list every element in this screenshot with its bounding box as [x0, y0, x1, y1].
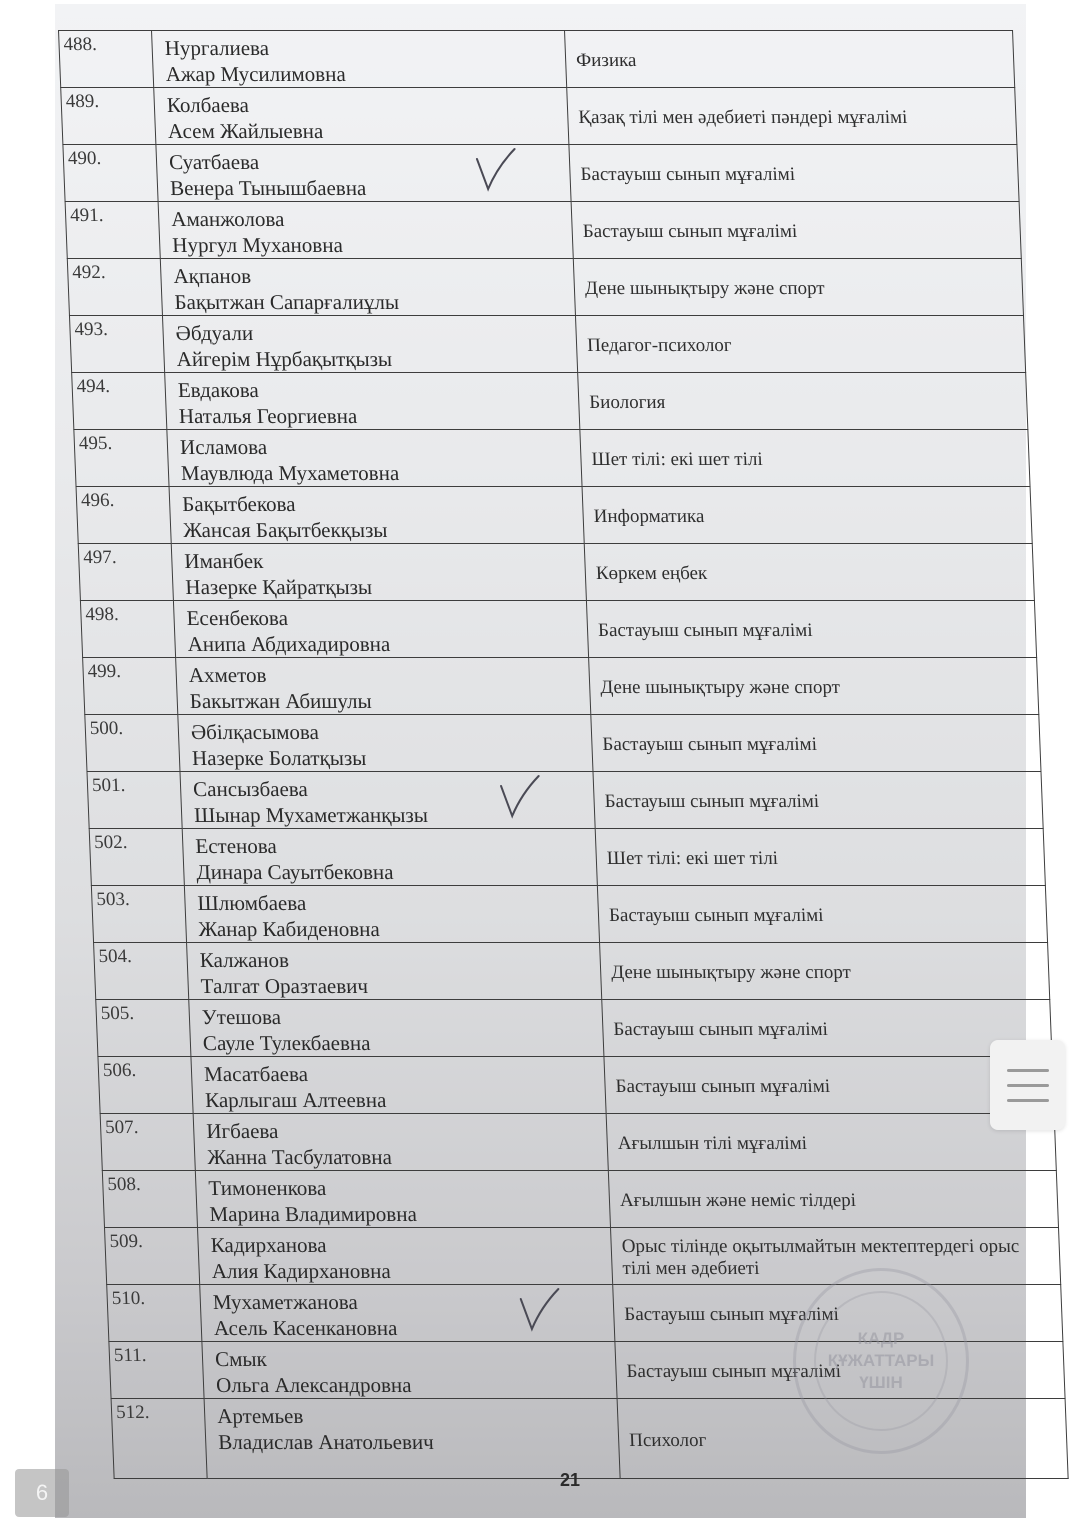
teacher-name-cell	[184, 886, 599, 943]
row-number: 506.	[98, 1057, 193, 1114]
surname: Ахметов	[188, 663, 267, 687]
handwritten-checkmark-icon	[472, 147, 518, 193]
surname: Әбілқасымова	[190, 720, 320, 744]
hamburger-menu-icon-bar	[1007, 1099, 1049, 1102]
subject-cell: Дене шынықтыру және спорт	[600, 943, 1050, 1000]
subject-cell: Қазақ тілі мен әдебиеті пәндері мұғалімі	[567, 88, 1017, 145]
subject-cell: Бастауыш сынып мұғалімі	[591, 715, 1041, 772]
given-name-patronymic: Нургул Мухановна	[171, 233, 344, 257]
subject-cell: Бастауыш сынып мұғалімі	[593, 772, 1043, 829]
teacher-name-cell	[158, 202, 573, 259]
surname: Смык	[214, 1347, 268, 1371]
subject-cell: Ағылшын тілі мұғалімі	[606, 1114, 1056, 1171]
row-number: 504.	[94, 943, 189, 1000]
surname: Колбаева	[166, 93, 250, 117]
table-row	[59, 31, 1015, 88]
hamburger-menu-icon-bar	[1007, 1084, 1049, 1087]
surname: Масатбаева	[203, 1062, 309, 1086]
teacher-name-cell	[202, 1342, 617, 1399]
given-name-patronymic: Динара Сауытбековна	[195, 860, 394, 884]
subject-cell: Бастауыш сынып мұғалімі	[602, 1000, 1052, 1057]
row-number: 488.	[59, 31, 154, 88]
row-number: 509.	[105, 1228, 200, 1285]
given-name-patronymic: Анипа Абдихадировна	[187, 632, 391, 656]
teacher-name-cell	[198, 1228, 613, 1285]
surname: Нургалиева	[164, 36, 270, 60]
given-name-patronymic: Ажар Мусилимовна	[165, 62, 347, 86]
row-number: 494.	[72, 373, 167, 430]
document-page	[58, 30, 1069, 1479]
given-name-patronymic: Жанна Тасбулатовна	[206, 1145, 393, 1169]
row-number: 499.	[83, 658, 178, 715]
row-number: 491.	[65, 202, 160, 259]
subject-cell: Бастауыш сынып мұғалімі	[597, 886, 1047, 943]
row-number: 503.	[91, 886, 186, 943]
subject-cell: Психолог	[617, 1399, 1068, 1479]
surname: Игбаева	[205, 1119, 279, 1143]
teacher-name-cell	[169, 487, 584, 544]
page-number: 21	[560, 1470, 581, 1490]
surname: Иманбек	[183, 549, 264, 573]
row-number: 507.	[100, 1114, 195, 1171]
given-name-patronymic: Назерке Қайратқызы	[184, 575, 373, 599]
table-row	[61, 88, 1017, 145]
table-row	[80, 601, 1036, 658]
subject-cell: Шет тілі: екі шет тілі	[580, 430, 1030, 487]
teacher-name-cell	[193, 1114, 608, 1171]
surname: Исламова	[179, 435, 268, 459]
given-name-patronymic: Асель Касенкановна	[213, 1316, 398, 1340]
subject-cell: Дене шынықтыру және спорт	[573, 259, 1023, 316]
subject-cell: Орыс тілінде оқытылмайтын мектептердегі орыс тілі мен әдебиеті	[611, 1228, 1061, 1285]
surname: Бақытбекова	[181, 492, 296, 516]
stamp-line: КАДР	[857, 1329, 905, 1348]
surname: Суатбаева	[168, 150, 260, 174]
subject-cell: Информатика	[582, 487, 1032, 544]
subject-cell: Бастауыш сынып мұғалімі	[613, 1285, 1063, 1342]
given-name-patronymic: Назерке Болатқызы	[191, 746, 367, 770]
menu-button[interactable]	[990, 1040, 1065, 1130]
official-stamp	[793, 1268, 969, 1454]
subject-cell: Бастауыш сынып мұғалімі	[586, 601, 1036, 658]
given-name-patronymic: Карлыгаш Алтеевна	[204, 1088, 387, 1112]
table-row	[94, 943, 1050, 1000]
surname: Тимоненкова	[208, 1176, 327, 1200]
surname: Шлюмбаева	[197, 891, 307, 915]
row-number: 498.	[80, 601, 175, 658]
given-name-patronymic: Наталья Георгиевна	[178, 404, 358, 428]
table-row	[85, 715, 1041, 772]
given-name-patronymic: Маувлюда Мухаметовна	[180, 461, 400, 485]
teacher-name-cell	[195, 1171, 610, 1228]
table-row	[89, 829, 1045, 886]
table-row	[69, 316, 1025, 373]
row-number: 495.	[74, 430, 169, 487]
table-row	[67, 259, 1023, 316]
teacher-name-cell	[173, 601, 588, 658]
page-indicator-badge[interactable]: 6	[15, 1469, 69, 1517]
subject-cell: Көркем еңбек	[584, 544, 1034, 601]
given-name-patronymic: Жанар Кабиденовна	[198, 917, 381, 941]
teacher-name-cell	[167, 430, 582, 487]
table-row	[98, 1057, 1054, 1114]
teacher-name-cell	[187, 943, 602, 1000]
teacher-name-cell	[204, 1399, 620, 1479]
table-row	[78, 544, 1034, 601]
surname: Мухаметжанова	[212, 1290, 359, 1314]
teacher-name-cell	[180, 772, 595, 829]
row-number: 489.	[61, 88, 156, 145]
subject-cell: Бастауыш сынып мұғалімі	[569, 145, 1019, 202]
stamp-line: ҚҰЖАТТАРЫ	[827, 1351, 935, 1370]
given-name-patronymic: Алия Кадирхановна	[211, 1259, 392, 1283]
handwritten-checkmark-icon	[497, 774, 543, 820]
table-row	[76, 487, 1032, 544]
surname: Аманжолова	[170, 207, 285, 231]
subject-cell: Педагог-психолог	[575, 316, 1025, 373]
subject-cell: Шет тілі: екі шет тілі	[595, 829, 1045, 886]
teacher-name-cell	[178, 715, 593, 772]
subject-cell: Бастауыш сынып мұғалімі	[615, 1342, 1065, 1399]
teacher-name-cell	[162, 316, 577, 373]
row-number: 511.	[109, 1342, 204, 1399]
subject-cell: Физика	[565, 31, 1015, 88]
table-row	[87, 772, 1043, 829]
handwritten-checkmark-icon	[516, 1287, 562, 1333]
table-row	[102, 1171, 1058, 1228]
given-name-patronymic: Айгерім Нұрбақытқызы	[176, 347, 393, 371]
surname: Есенбекова	[186, 606, 289, 630]
teacher-name-cell	[154, 88, 569, 145]
subject-cell: Ағылшын және неміс тілдері	[608, 1171, 1058, 1228]
row-number: 501.	[87, 772, 182, 829]
hamburger-menu-icon	[1007, 1069, 1049, 1072]
surname: Естенова	[194, 834, 278, 858]
teacher-name-cell	[165, 373, 580, 430]
row-number: 508.	[102, 1171, 197, 1228]
surname: Әбдуали	[175, 321, 254, 345]
subject-cell: Биология	[578, 373, 1028, 430]
given-name-patronymic: Сауле Тулекбаевна	[202, 1031, 371, 1055]
given-name-patronymic: Шынар Мухаметжанқызы	[193, 803, 429, 827]
surname: Евдакова	[177, 378, 260, 402]
surname: Кадирханова	[210, 1233, 327, 1257]
teacher-name-cell	[160, 259, 575, 316]
surname: Утешова	[201, 1005, 282, 1029]
row-number: 492.	[67, 259, 162, 316]
row-number: 502.	[89, 829, 184, 886]
subject-cell: Дене шынықтыру және спорт	[589, 658, 1039, 715]
given-name-patronymic: Талгат Оразтаевич	[200, 974, 369, 998]
row-number: 490.	[63, 145, 158, 202]
surname: Калжанов	[199, 948, 290, 972]
subject-cell: Бастауыш сынып мұғалімі	[571, 202, 1021, 259]
teacher-name-cell	[200, 1285, 615, 1342]
stamp-line: ҮШІН	[859, 1373, 903, 1392]
given-name-patronymic: Жансая Бақытбекқызы	[182, 518, 388, 542]
given-name-patronymic: Бакытжан Абишулы	[189, 689, 373, 713]
table-row	[63, 145, 1019, 202]
row-number: 497.	[78, 544, 173, 601]
subject-cell: Бастауыш сынып мұғалімі	[604, 1057, 1054, 1114]
table-row	[74, 430, 1030, 487]
row-number: 512.	[111, 1399, 207, 1479]
given-name-patronymic: Бақытжан Сапарғалиұлы	[173, 290, 400, 314]
row-number: 493.	[69, 316, 164, 373]
roster-body	[59, 31, 1069, 1479]
table-row	[72, 373, 1028, 430]
teacher-name-cell	[171, 544, 586, 601]
row-number: 510.	[107, 1285, 202, 1342]
surname: Сансызбаева	[192, 777, 309, 801]
row-number: 500.	[85, 715, 180, 772]
table-row	[83, 658, 1039, 715]
given-name-patronymic: Ольга Александровна	[215, 1373, 412, 1397]
teacher-name-cell	[191, 1057, 606, 1114]
table-row	[96, 1000, 1052, 1057]
teacher-name-cell	[189, 1000, 604, 1057]
row-number: 505.	[96, 1000, 191, 1057]
surname: Ақпанов	[172, 264, 252, 288]
surname: Артемьев	[216, 1404, 304, 1428]
table-row	[91, 886, 1047, 943]
teacher-name-cell	[182, 829, 597, 886]
given-name-patronymic: Марина Владимировна	[209, 1202, 418, 1226]
teacher-name-cell	[176, 658, 591, 715]
given-name-patronymic: Владислав Анатольевич	[217, 1430, 435, 1454]
table-row	[100, 1114, 1056, 1171]
teacher-name-cell	[156, 145, 571, 202]
table-row	[65, 202, 1021, 259]
given-name-patronymic: Асем Жайлыевна	[167, 119, 324, 143]
row-number: 496.	[76, 487, 171, 544]
teacher-name-cell	[152, 31, 567, 88]
given-name-patronymic: Венера Тынышбаевна	[169, 176, 367, 200]
teacher-roster-table	[58, 30, 1069, 1479]
